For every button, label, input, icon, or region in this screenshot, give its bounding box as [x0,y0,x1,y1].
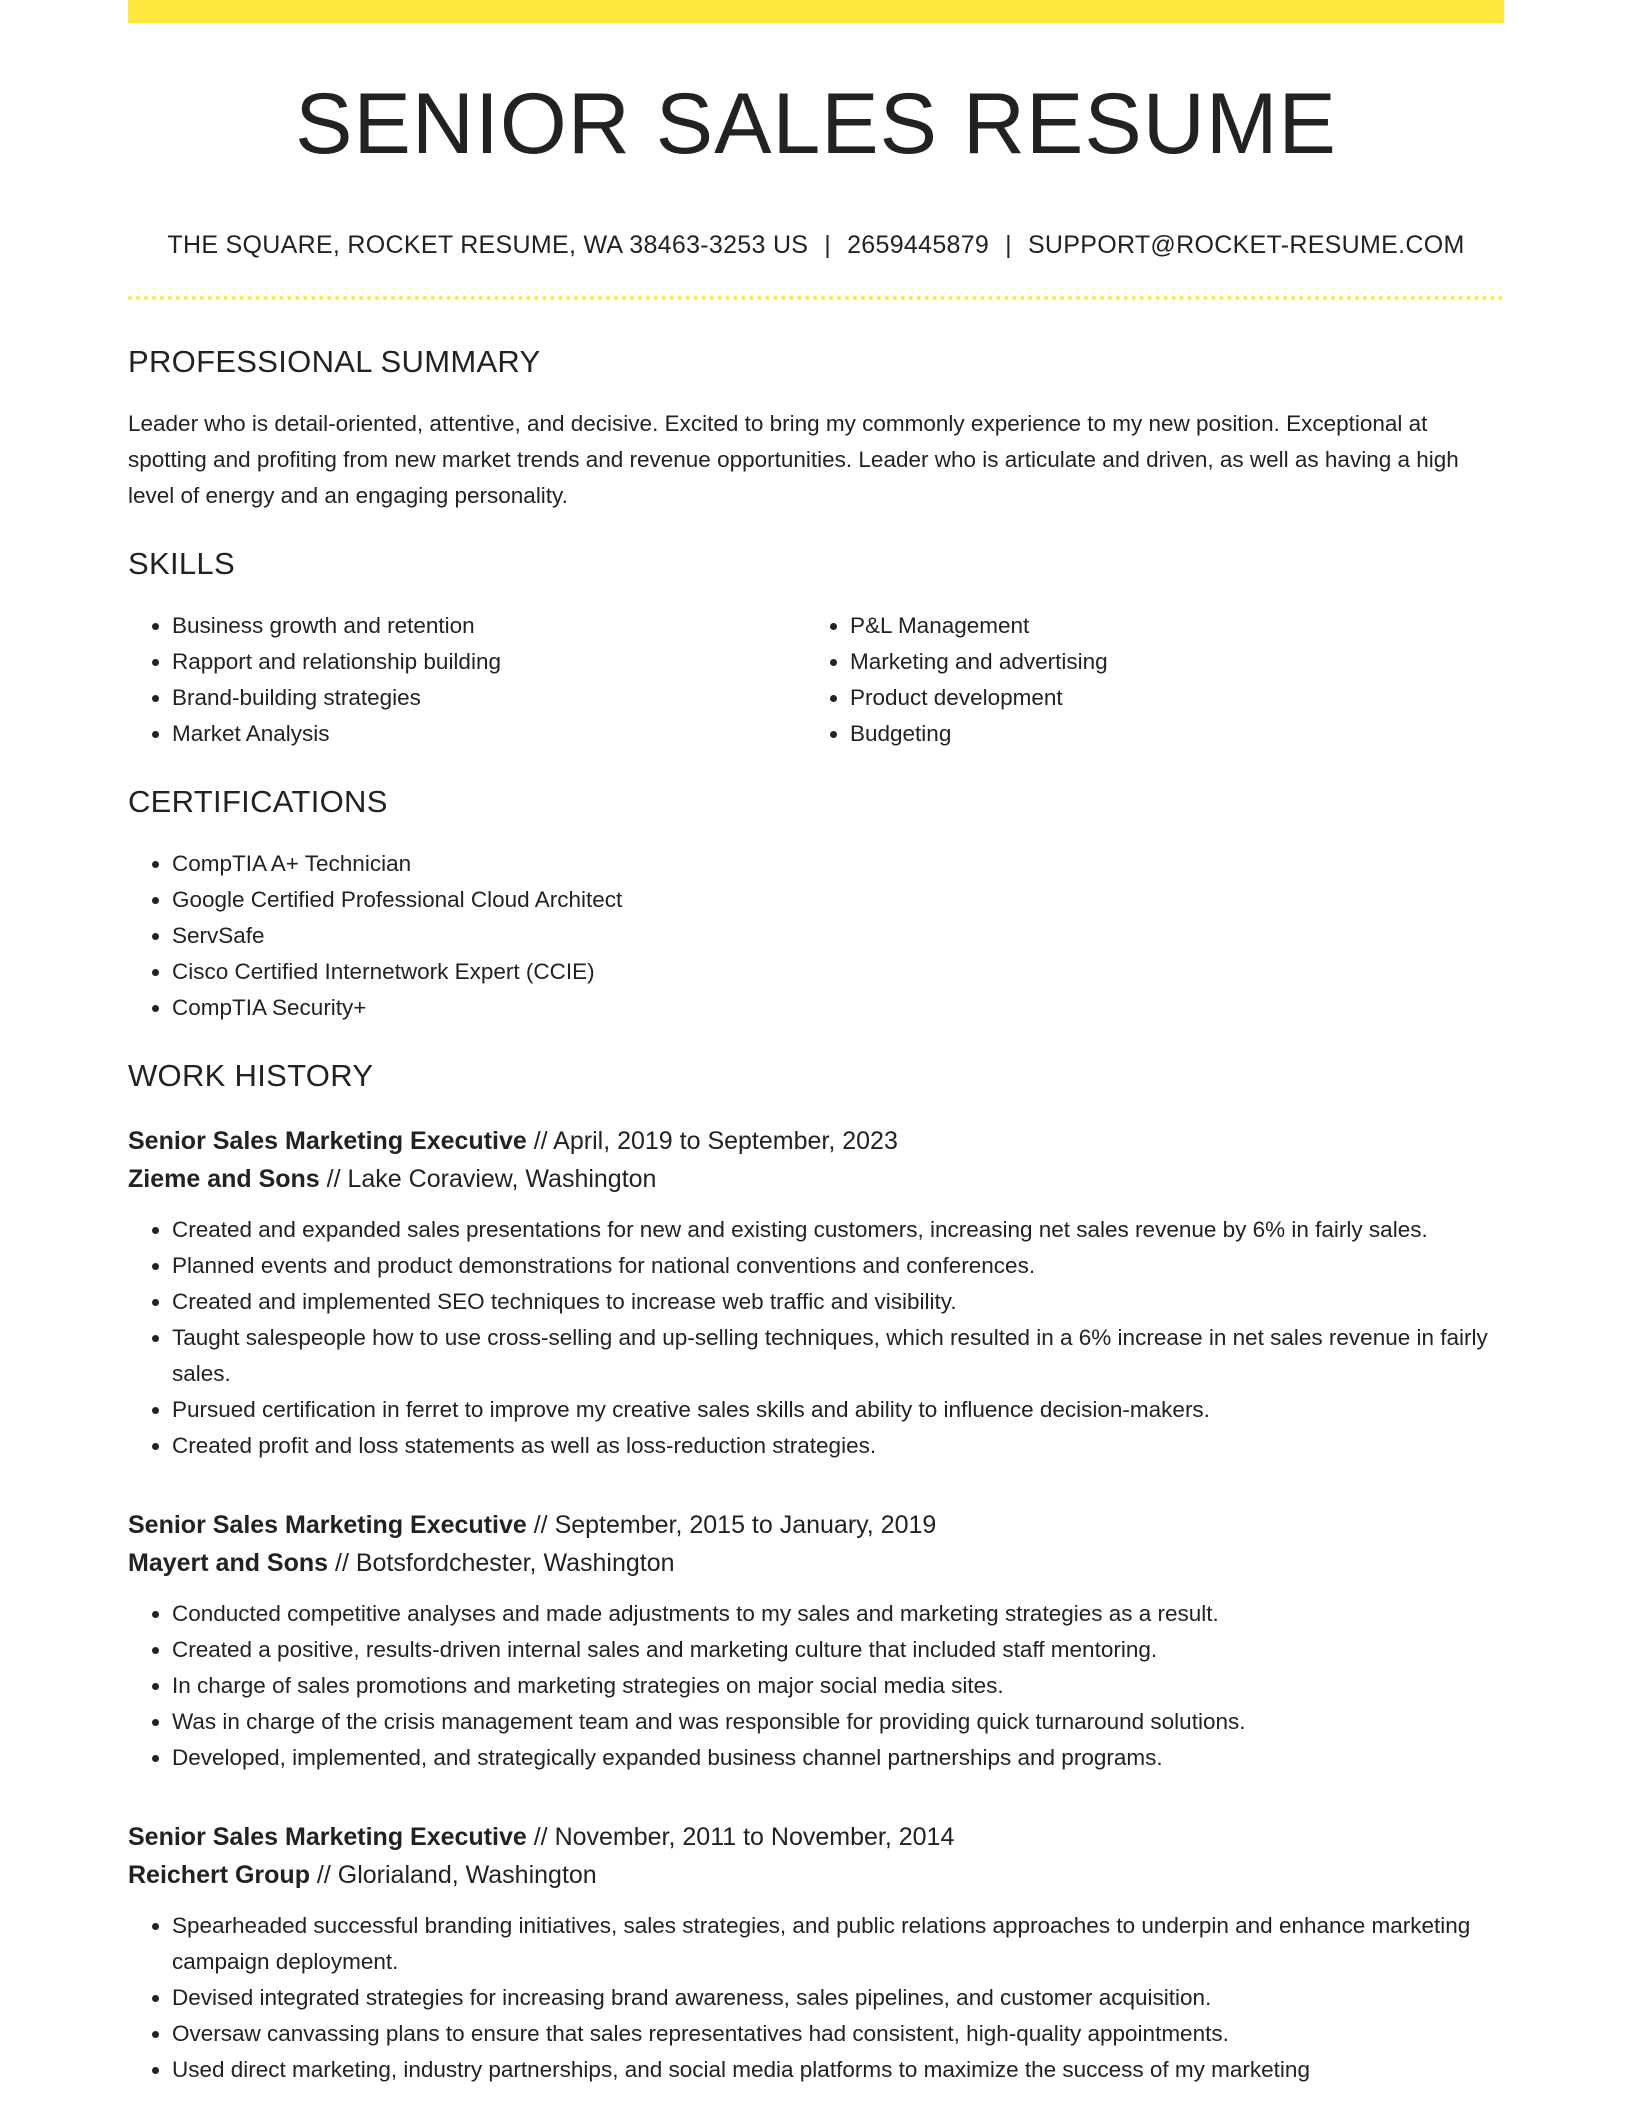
certifications-list [128,846,1504,1026]
job-location: // Botsfordchester, Washington [328,1549,675,1577]
skills-left-column [128,608,806,752]
list-item: • Created and implemented SEO techniques to increase web traffic and visibility. [172,1284,1504,1320]
contact-separator: | [824,231,832,259]
list-item: • Pursued certification in ferret to improve my creative sales skills and ability to influence decision-makers. [172,1392,1504,1428]
skills-right-list [806,608,1484,752]
job-bullets [128,1908,1504,2088]
skills-left-list [128,608,806,752]
list-item: • Created profit and loss statements as well as loss-reduction strategies. [172,1428,1504,1464]
summary-heading: PROFESSIONAL SUMMARY [128,344,541,379]
skills-heading: SKILLS [128,546,235,581]
job-title: Senior Sales Marketing Executive [128,1511,527,1539]
list-item: • CompTIA A+ Technician [172,846,1504,882]
company-name: Mayert and Sons [128,1549,329,1577]
list-item: • Product development [850,680,1484,716]
job-company-line [128,1544,1504,1582]
certifications-heading: CERTIFICATIONS [128,784,388,819]
list-item: • Created and expanded sales presentations for new and existing customers, increasing net sales revenue by 6% in fairly sales. [172,1212,1504,1248]
list-item: • Oversaw canvassing plans to ensure that sales representatives had consistent, high-quality appointments. [172,2016,1504,2052]
job-bullets [128,1212,1504,1464]
list-item: • Devised integrated strategies for increasing brand awareness, sales pipelines, and customer acquisition. [172,1980,1504,2016]
top-accent-bar [128,0,1504,23]
list-item: • Marketing and advertising [850,644,1484,680]
job-entry [128,1506,1504,1776]
list-item: • Was in charge of the crisis management team and was responsible for providing quick turnaround solutions. [172,1704,1504,1740]
list-item: • In charge of sales promotions and marketing strategies on major social media sites. [172,1668,1504,1704]
list-item: • Used direct marketing, industry partnerships, and social media platforms to maximize the success of my marketing [172,2052,1504,2088]
list-item: • Google Certified Professional Cloud Architect [172,882,1504,918]
list-item: • Cisco Certified Internetwork Expert (CCIE) [172,954,1504,990]
summary-text: Leader who is detail-oriented, attentive, and decisive. Excited to bring my commonly experience to my new position. Exceptional at spotting and profiting from new market trends and revenue opportunities. Leader who is articulate and driven, as well as having a high level of energy and an engaging personality. [128,411,1459,508]
list-item: • Taught salespeople how to use cross-selling and up-selling techniques, which resulted in a 6% increase in net sales revenue in fairly sales. [172,1320,1504,1392]
list-item: • Business growth and retention [172,608,806,644]
job-entry [128,1122,1504,1464]
list-item: • CompTIA Security+ [172,990,1504,1026]
job-company-line [128,1160,1504,1198]
job-bullets [128,1596,1504,1776]
company-name: Zieme and Sons [128,1165,320,1193]
skills-columns [128,608,1504,752]
list-item: • ServSafe [172,918,1504,954]
job-title-line [128,1122,1504,1160]
company-name: Reichert Group [128,1861,310,1889]
list-item: • Brand-building strategies [172,680,806,716]
list-item: • Market Analysis [172,716,806,752]
list-item: • Conducted competitive analyses and made adjustments to my sales and marketing strategies as a result. [172,1596,1504,1632]
contact-line [128,231,1504,260]
job-dates: // September, 2015 to January, 2019 [526,1511,937,1539]
work-history-heading: WORK HISTORY [128,1058,374,1093]
resume-page [128,0,1504,2088]
list-item: • Rapport and relationship building [172,644,806,680]
job-dates: // April, 2019 to September, 2023 [526,1127,898,1155]
phone: 2659445879 [847,231,990,259]
skills-right-column [806,608,1484,752]
job-dates: // November, 2011 to November, 2014 [526,1823,955,1851]
job-company-line [128,1856,1504,1894]
list-item: • Created a positive, results-driven internal sales and marketing culture that included staff mentoring. [172,1632,1504,1668]
job-title-line [128,1818,1504,1856]
job-location: // Lake Coraview, Washington [319,1165,657,1193]
job-title: Senior Sales Marketing Executive [128,1127,527,1155]
job-title-line [128,1506,1504,1544]
email: SUPPORT@ROCKET-RESUME.COM [1027,231,1465,259]
list-item: • Spearheaded successful branding initiatives, sales strategies, and public relations approaches to underpin and enhance marketing campaign deployment. [172,1908,1504,1980]
contact-separator: | [1005,231,1012,259]
list-item: • P&L Management [850,608,1484,644]
job-location: // Glorialand, Washington [309,1861,597,1889]
job-entry [128,1818,1504,2088]
dotted-divider [128,296,1504,300]
resume-title: SENIOR SALES RESUME [295,76,1337,172]
list-item: • Planned events and product demonstrations for national conventions and conferences. [172,1248,1504,1284]
list-item: • Developed, implemented, and strategically expanded business channel partnerships and programs. [172,1740,1504,1776]
address: THE SQUARE, ROCKET RESUME, WA 38463-3253 US [167,231,809,259]
job-title: Senior Sales Marketing Executive [128,1823,527,1851]
list-item: • Budgeting [850,716,1484,752]
